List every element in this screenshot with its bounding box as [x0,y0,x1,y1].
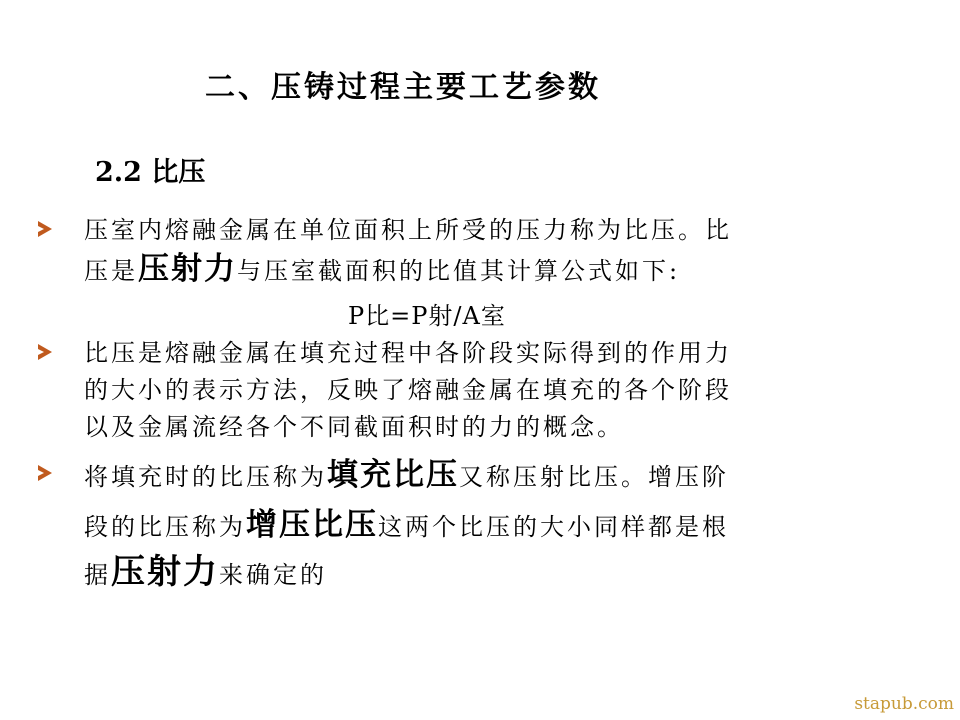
arrow-bullet-icon [38,344,52,360]
slide-title: 二、压铸过程主要工艺参数 [205,70,601,105]
bullet3-line1-post: 又称压射比压。增压阶 [459,463,729,491]
arrow-bullet-icon [38,221,52,237]
bullet3-emphasis-injection-force: 压射力 [111,552,219,592]
bullet1-emphasis-injection-force: 压射力 [138,251,237,287]
bullet3-line3-post: 来确定的 [219,561,327,589]
bullet2-line2: 的大小的表示方法，反映了熔融金属在填充的各个阶段 [84,376,732,404]
bullet1-line2-post: 与压室截面积的比值其计算公式如下: [237,257,681,285]
bullet3-line1-pre: 将填充时的比压称为 [84,463,327,491]
bullet3-line3-pre: 据 [84,561,111,589]
bullet1-line1: 压室内熔融金属在单位面积上所受的压力称为比压。比 [84,216,732,244]
bullet3-line1 [84,457,729,493]
bullet1-line2-pre: 压是 [84,257,138,285]
bullet3-line2-post: 这两个比压的大小同样都是根 [378,513,729,541]
bullet3-emphasis-boost-pressure: 增压比压 [246,507,378,543]
bullet2-line3: 以及金属流经各个不同截面积时的力的概念。 [84,413,624,441]
bullet1-line2 [84,251,681,287]
formula: P比=P射/A室 [348,302,506,330]
arrow-bullet-icon [38,465,52,481]
bullet2-line1: 比压是熔融金属在填充过程中各阶段实际得到的作用力 [84,339,732,367]
bullet3-emphasis-fill-pressure: 填充比压 [327,457,459,493]
section-heading: 2.2 比压 [95,157,206,188]
bullet3-line2-pre: 段的比压称为 [84,513,246,541]
bullet3-line3 [84,552,327,592]
watermark: stapub.com [854,694,954,714]
bullet3-line2 [84,507,729,543]
